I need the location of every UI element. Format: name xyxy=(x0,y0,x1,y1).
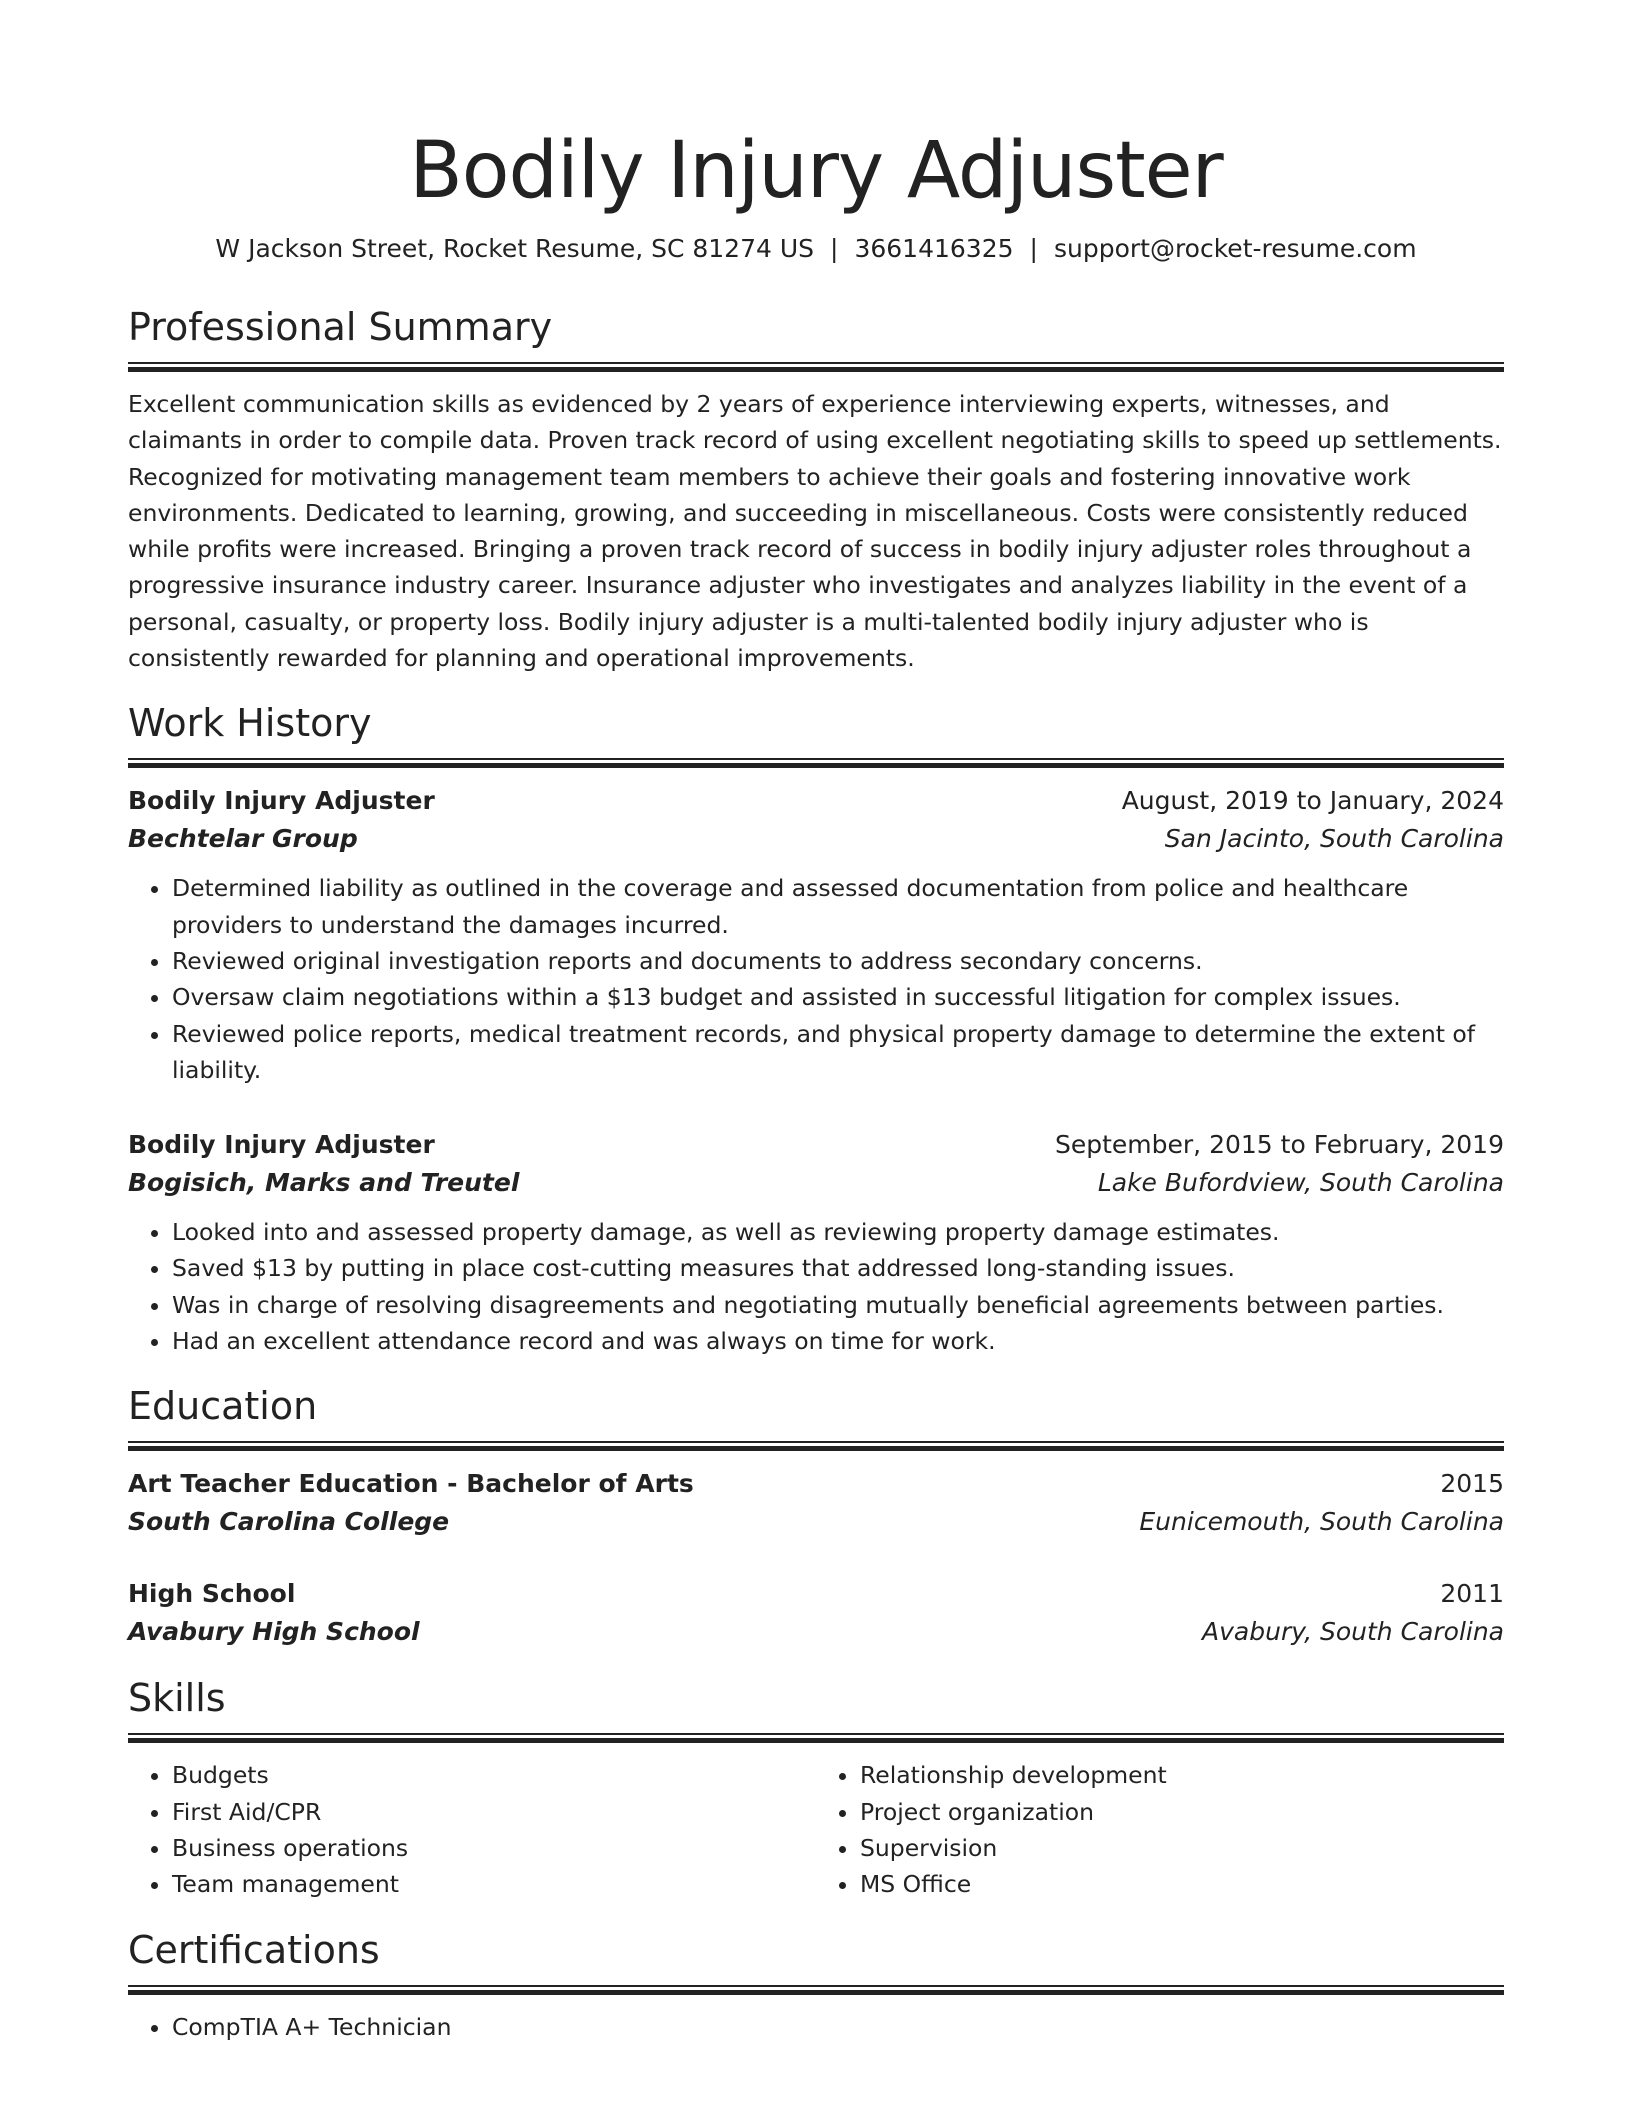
skill-item: • Relationship development xyxy=(860,1757,1504,1793)
job-title: Bodily Injury Adjuster xyxy=(128,786,435,816)
section-divider xyxy=(128,362,1504,372)
job-dates: August, 2019 to January, 2024 xyxy=(1121,786,1504,816)
section-divider xyxy=(128,758,1504,768)
resume-name: Bodily Injury Adjuster xyxy=(409,126,1223,216)
job-entry xyxy=(128,782,1504,1088)
skills-heading: Skills xyxy=(128,1676,226,1721)
work-history-section xyxy=(128,698,1504,1359)
education-school: South Carolina College xyxy=(128,1507,450,1537)
job-bullet: • Reviewed police reports, medical treatment records, and physical property damage to determine the extent of liability. xyxy=(172,1016,1504,1089)
work-history-heading: Work History xyxy=(128,701,372,746)
job-dates: September, 2015 to February, 2019 xyxy=(1055,1130,1504,1160)
contact-line xyxy=(128,232,1504,266)
education-degree: High School xyxy=(128,1579,296,1609)
section-divider xyxy=(128,1733,1504,1743)
education-degree: Art Teacher Education - Bachelor of Arts xyxy=(128,1469,694,1499)
skills-column-right xyxy=(816,1757,1504,1902)
skill-item: • Project organization xyxy=(860,1794,1504,1830)
certifications-list xyxy=(128,2009,1504,2045)
education-section xyxy=(128,1381,1504,1651)
skill-item: • Budgets xyxy=(172,1757,816,1793)
job-bullet: • Had an excellent attendance record and was always on time for work. xyxy=(172,1323,1504,1359)
job-title: Bodily Injury Adjuster xyxy=(128,1130,435,1160)
summary-text: Excellent communication skills as evidenced by 2 years of experience interviewing experts, witnesses, and claimants in order to compile data. Proven track record of using excellent negotiating skills to speed up settlements. Recognized for motivating management team members to achieve their goals and fostering innovative work environments. Dedicated to learning, growing, and succeeding in miscellaneous. Costs were consistently reduced while profits were increased. Bringing a proven track record of success in bodily injury adjuster roles throughout a progressive insurance industry career. Insurance adjuster who investigates and analyzes liability in the event of a personal, casualty, or property loss. Bodily injury adjuster is a multi-talented bodily injury adjuster who is consistently rewarded for planning and operational improvements. xyxy=(128,390,1502,673)
education-entry xyxy=(128,1465,1504,1541)
certification-item: • CompTIA A+ Technician xyxy=(172,2009,1504,2045)
section-divider xyxy=(128,1441,1504,1451)
job-bullet: • Looked into and assessed property damage, as well as reviewing property damage estimates. xyxy=(172,1214,1504,1250)
section-divider xyxy=(128,1985,1504,1995)
job-entry xyxy=(128,1126,1504,1359)
skill-item: • MS Office xyxy=(860,1866,1504,1902)
contact-address: W Jackson Street, Rocket Resume, SC 81274 US xyxy=(215,234,815,263)
education-school: Avabury High School xyxy=(128,1617,420,1647)
skills-section xyxy=(128,1673,1504,1902)
skill-item: • First Aid/CPR xyxy=(172,1794,816,1830)
contact-separator: | xyxy=(830,234,839,263)
skill-item: • Team management xyxy=(172,1866,816,1902)
job-location: San Jacinto, South Carolina xyxy=(1164,824,1504,854)
job-bullet: • Determined liability as outlined in the coverage and assessed documentation from police and healthcare providers to understand the damages incurred. xyxy=(172,870,1504,943)
job-bullets xyxy=(128,1214,1504,1359)
skills-grid xyxy=(128,1757,1504,1902)
contact-email: support@rocket-resume.com xyxy=(1053,234,1417,263)
skills-column-left xyxy=(128,1757,816,1902)
education-location: Avabury, South Carolina xyxy=(1202,1617,1504,1647)
contact-separator: | xyxy=(1029,234,1038,263)
education-location: Eunicemouth, South Carolina xyxy=(1139,1507,1504,1537)
certifications-heading: Certifications xyxy=(128,1927,380,1972)
education-year: 2011 xyxy=(1440,1579,1504,1609)
job-bullet: • Reviewed original investigation reports and documents to address secondary concerns. xyxy=(172,943,1504,979)
summary-section xyxy=(128,302,1504,676)
job-bullets xyxy=(128,870,1504,1088)
job-bullet: • Was in charge of resolving disagreements and negotiating mutually beneficial agreements between parties. xyxy=(172,1287,1504,1323)
job-bullet: • Oversaw claim negotiations within a $13 budget and assisted in successful litigation for complex issues. xyxy=(172,979,1504,1015)
education-entry xyxy=(128,1575,1504,1651)
summary-heading: Professional Summary xyxy=(128,305,553,349)
job-company: Bechtelar Group xyxy=(128,824,358,854)
certifications-section xyxy=(128,1925,1504,2045)
contact-phone: 3661416325 xyxy=(854,234,1014,263)
education-heading: Education xyxy=(128,1384,318,1429)
job-location: Lake Bufordview, South Carolina xyxy=(1097,1168,1504,1198)
job-company: Bogisich, Marks and Treutel xyxy=(128,1168,520,1198)
job-bullet: • Saved $13 by putting in place cost-cutting measures that addressed long-standing issues. xyxy=(172,1250,1504,1286)
education-year: 2015 xyxy=(1440,1469,1504,1499)
skill-item: • Supervision xyxy=(860,1830,1504,1866)
skill-item: • Business operations xyxy=(172,1830,816,1866)
